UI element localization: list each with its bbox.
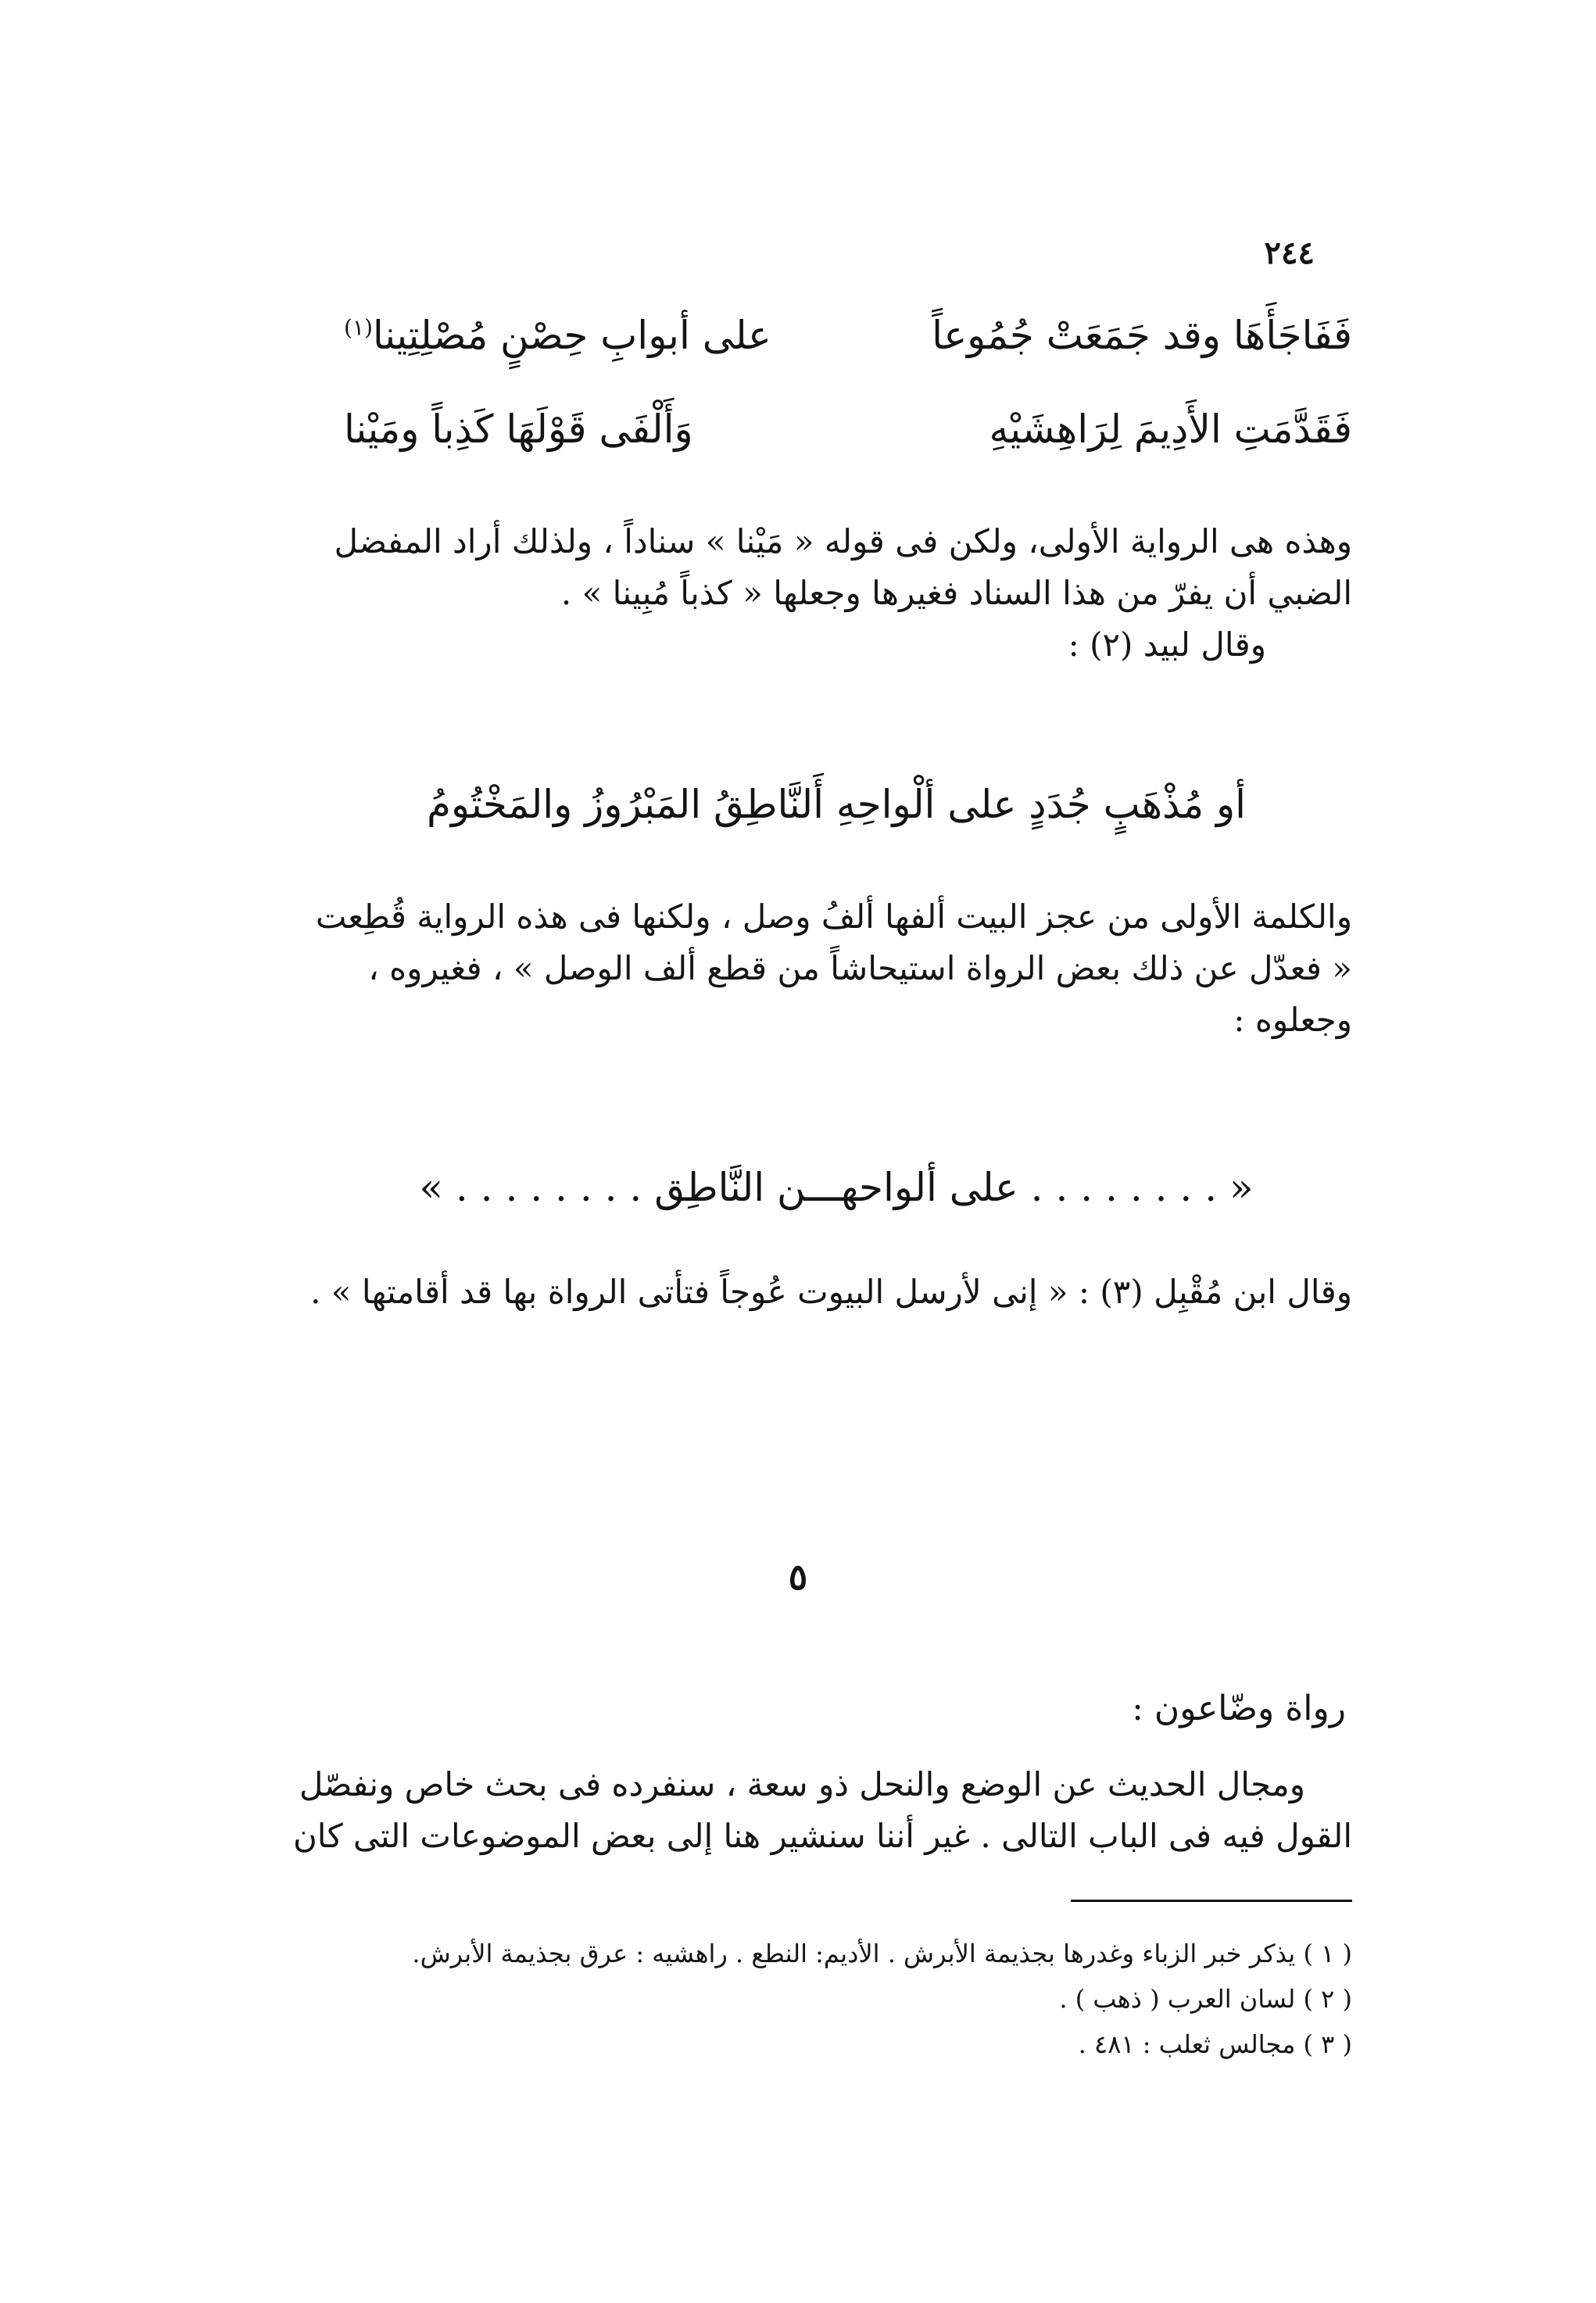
footnotes [297, 1931, 1352, 2067]
section-heading: رواة وضّاعون : [1132, 1689, 1346, 1728]
footnote-1: ( ١ ) يذكر خبر الزباء وغدرها بجذيمة الأبرش . الأديم: النطع . راهشيه : عرق بجذيمة الأبرش. [412, 1939, 1352, 1968]
paragraph-line: ومجال الحديث عن الوضع والنحل ذو سعة ، سنفرده فى بحث خاص ونفصّل [299, 1765, 1305, 1803]
page-number: ٢٤٤ [1264, 235, 1315, 271]
paragraph-line: وجعلوه : [1233, 1001, 1352, 1039]
paragraph-line: القول فيه فى الباب التالى . غير أننا سنشير هنا إلى بعض الموضوعات التى كان [292, 1817, 1352, 1855]
paragraph [281, 516, 1352, 671]
paragraph [281, 891, 1352, 1046]
verse-first-hemistich: فَقَدَّمَتِ الأَدِيمَ لِرَاهِشَيْهِ [989, 407, 1352, 452]
section-number: ٥ [788, 1556, 808, 1598]
footnote-2: ( ٢ ) لسان العرب ( ذهب ) . [1059, 1984, 1352, 2014]
verse-line [344, 313, 1352, 375]
verse-first-hemistich: فَفَاجَأَهَا وقد جَمَعَتْ جُمُوعاً [932, 313, 1352, 358]
paragraph-line: والكلمة الأولى من عجز البيت ألفها ألفُ وصل ، ولكنها فى هذه الرواية قُطِعت [315, 897, 1352, 936]
paragraph [281, 1759, 1352, 1862]
verse-variant: « . . . . . . . . على ألواحهـــن النَّاطِق . . . . . . . . » [419, 1165, 1254, 1210]
footnote-3: ( ٣ ) مجالس ثعلب : ٤٨١ . [1078, 2029, 1352, 2059]
verse-line [344, 407, 1352, 469]
verse-labid: أو مُذْهَبٍ جُدَدٍ على ألْواحِهِ أَلنَّاطِقُ المَبْرُوزُ والمَخْتُومُ [426, 782, 1247, 827]
verse-second-hemistich-text: على أبوابِ حِصْنٍ مُصْلِتِينا [372, 313, 771, 358]
paragraph-line: الضبي أن يفرّ من هذا السناد فغيرها وجعلها « كذباً مُبِينا » . [560, 574, 1352, 612]
paragraph-line: « فعدّل عن ذلك بعض الرواة استيحاشاً من قطع ألف الوصل » ، فغيروه ، [368, 949, 1352, 987]
verse-second-hemistich [344, 313, 771, 358]
verse-second-hemistich: وَأَلْفَى قَوْلَهَا كَذِباً ومَيْنا [344, 407, 693, 452]
footnote-mark: (١) [344, 314, 373, 341]
ibn-muqbil-quote: وقال ابن مُقْبِل (٣) : « إنى لأرسل البيوت عُوجاً فتأتى الرواة بها قد أقامتها » . [310, 1273, 1352, 1311]
footnote-divider [1071, 1900, 1352, 1902]
labid-intro: وقال لبيد (٢) : [1068, 625, 1266, 664]
paragraph-line: وهذه هى الرواية الأولى، ولكن فى قوله « مَيْنا » سناداً ، ولذلك أراد المفضل [334, 522, 1352, 561]
paragraph [281, 1266, 1352, 1318]
